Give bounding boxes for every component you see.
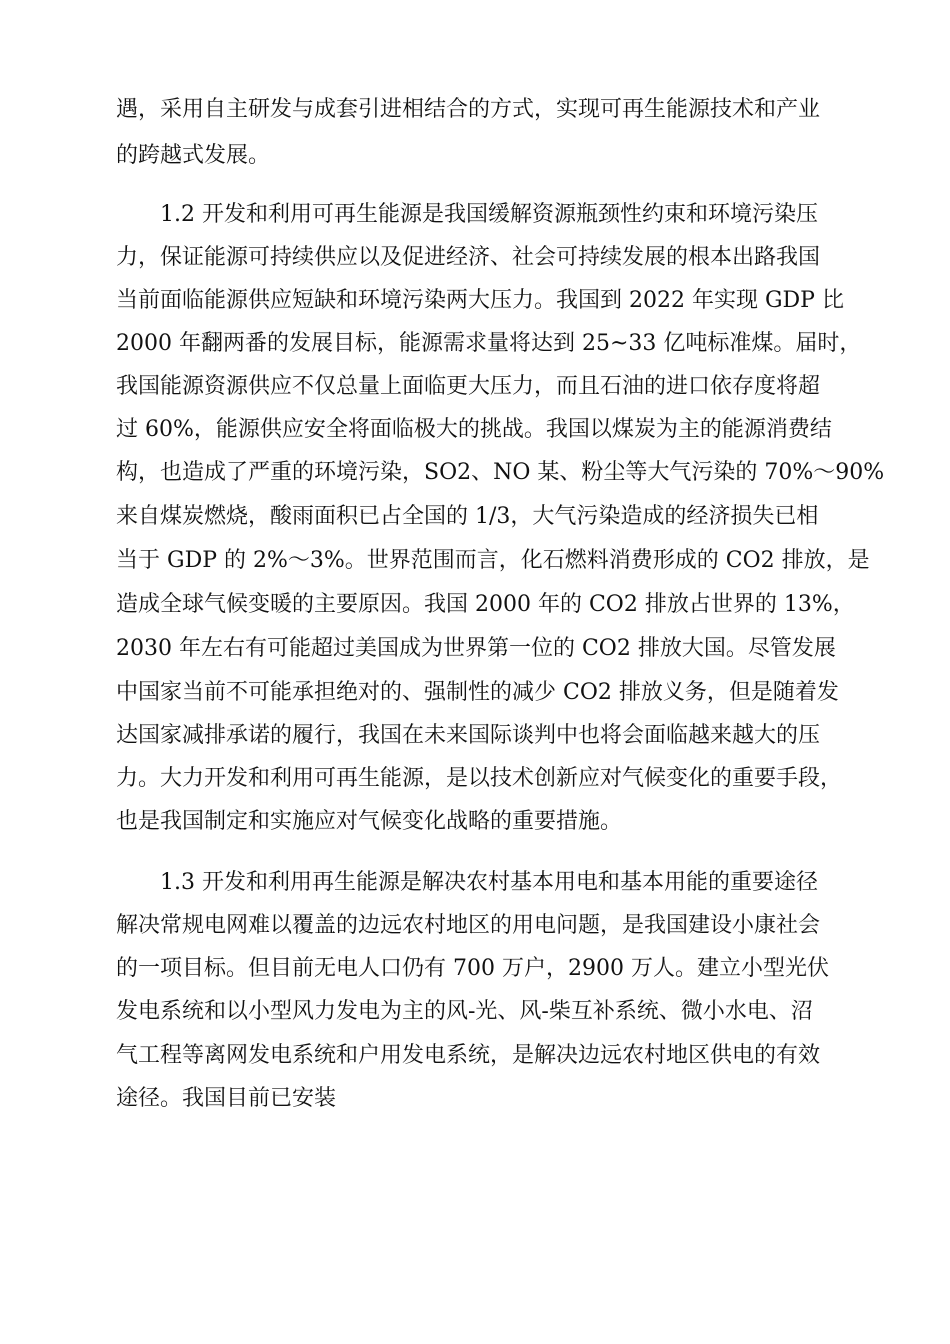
text-line: 达国家减排承诺的履行，我国在未来国际谈判中也将会面临越来越大的压 — [116, 723, 821, 748]
text-line: 解决常规电网难以覆盖的边远农村地区的用电问题，是我国建设小康社会 — [116, 913, 821, 938]
text-line: 来自煤炭燃烧，酸雨面积已占全国的 1/3，大气污染造成的经济损失已相 — [116, 504, 819, 529]
text-line: 当于 GDP 的 2%～3%。世界范围而言，化石燃料消费形成的 CO2 排放，是 — [116, 548, 870, 573]
text-line: 中国家当前不可能承担绝对的、强制性的减少 CO2 排放义务，但是随着发 — [116, 680, 839, 705]
text-line: 气工程等离网发电系统和户用发电系统，是解决边远农村地区供电的有效 — [116, 1043, 821, 1068]
text-line: 发电系统和以小型风力发电为主的风-光、风-柴互补系统、微小水电、沼 — [116, 999, 813, 1024]
text-line: 也是我国制定和实施应对气候变化战略的重要措施。 — [116, 809, 623, 834]
text-line: 造成全球气候变暖的主要原因。我国 2000 年的 CO2 排放占世界的 13%， — [116, 592, 855, 617]
text-line: 我国能源资源供应不仅总量上面临更大压力，而且石油的进口依存度将超 — [116, 374, 821, 399]
section-heading-line: 1.2 开发和利用可再生能源是我国缓解资源瓶颈性约束和环境污染压 — [160, 202, 818, 227]
text-line: 2000 年翻两番的发展目标，能源需求量将达到 25~33 亿吨标准煤。届时， — [116, 331, 862, 356]
text-line: 2030 年左右有可能超过美国成为世界第一位的 CO2 排放大国。尽管发展 — [116, 636, 836, 661]
text-line: 力。大力开发和利用可再生能源，是以技术创新应对气候变化的重要手段， — [116, 766, 843, 791]
text-line: 遇，采用自主研发与成套引进相结合的方式，实现可再生能源技术和产业 — [116, 97, 821, 122]
text-line: 途径。我国目前已安装 — [116, 1086, 337, 1111]
text-line: 构，也造成了严重的环境污染，SO2、NO 某、粉尘等大气污染的 70%～90% — [116, 460, 885, 485]
text-line: 力，保证能源可持续供应以及促进经济、社会可持续发展的根本出路我国 — [116, 245, 821, 270]
text-line: 的跨越式发展。 — [116, 143, 271, 168]
text-line: 过 60%，能源供应安全将面临极大的挑战。我国以煤炭为主的能源消费结 — [116, 417, 832, 442]
section-heading-line: 1.3 开发和利用再生能源是解决农村基本用电和基本用能的重要途径 — [160, 870, 818, 895]
text-line: 的一项目标。但目前无电人口仍有 700 万户，2900 万人。建立小型光伏 — [116, 956, 829, 981]
text-line: 当前面临能源供应短缺和环境污染两大压力。我国到 2022 年实现 GDP 比 — [116, 288, 844, 313]
